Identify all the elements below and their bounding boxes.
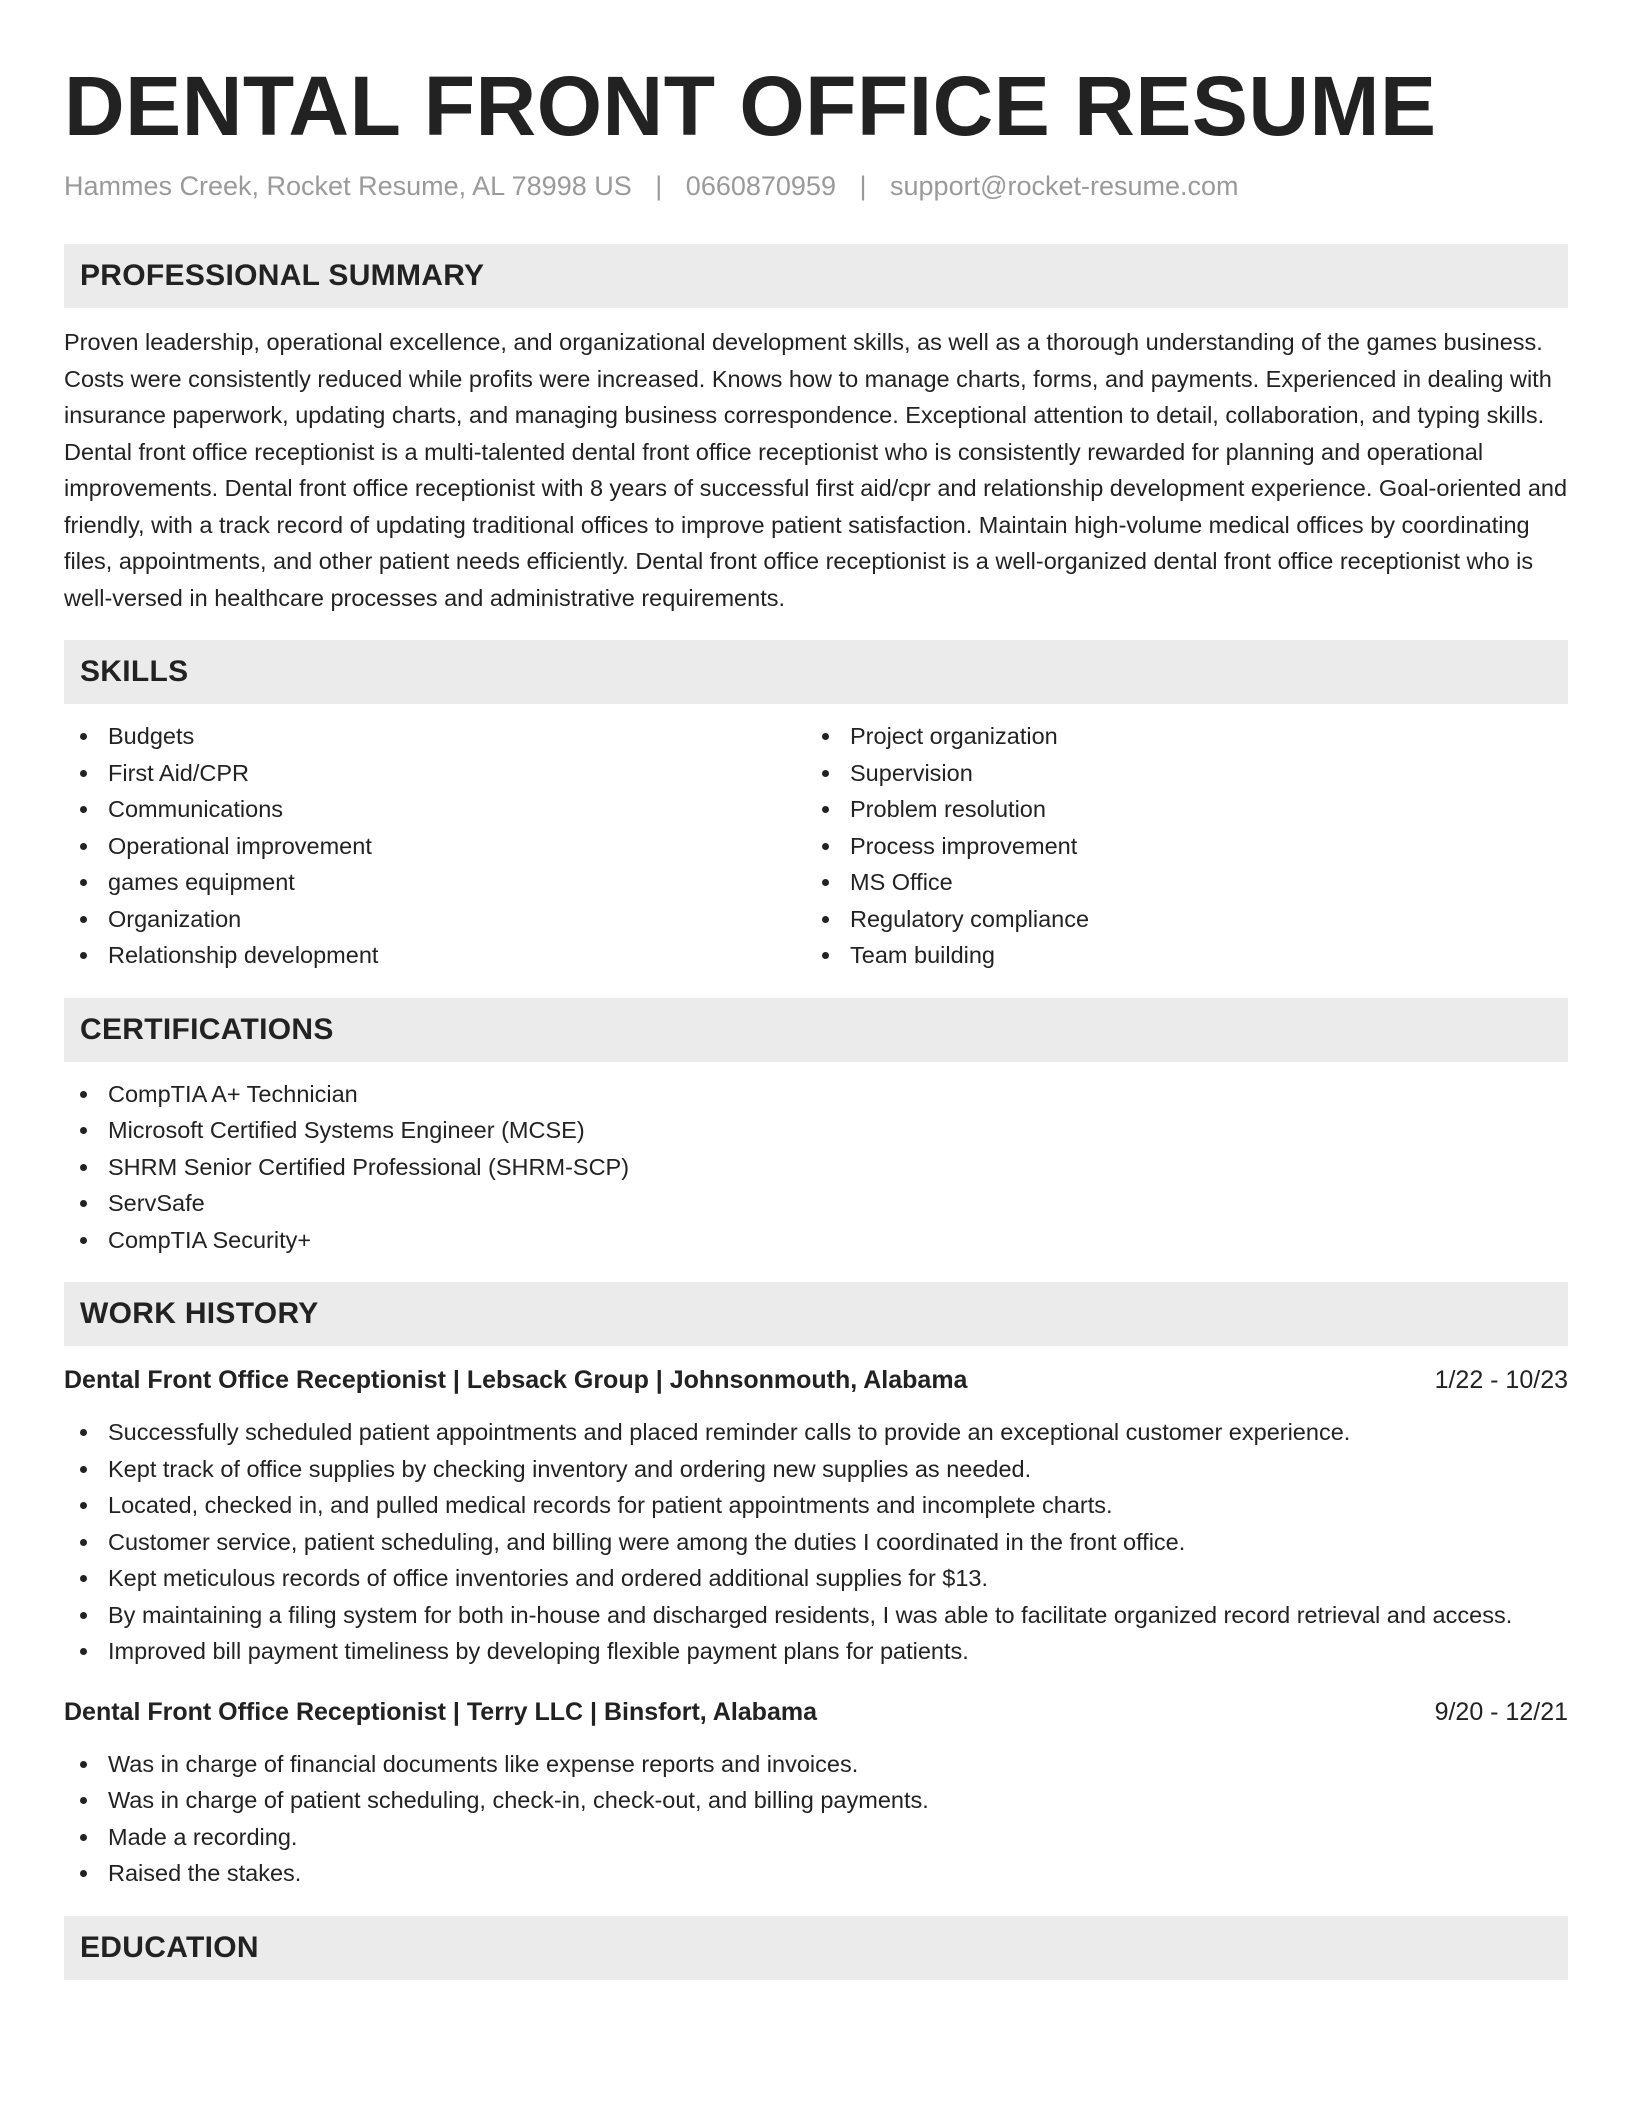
skills-list-right: [806, 718, 1548, 974]
list-item: Raised the stakes.: [64, 1855, 1568, 1892]
list-item: CompTIA Security+: [64, 1222, 1568, 1259]
section-header-skills: [64, 640, 1568, 704]
list-item: games equipment: [64, 864, 806, 901]
job-entry: [64, 1362, 1568, 1670]
list-item: Communications: [64, 791, 806, 828]
list-item: Process improvement: [806, 828, 1548, 865]
section-title: PROFESSIONAL SUMMARY: [80, 259, 485, 292]
job-header: [64, 1694, 1568, 1730]
list-item: Located, checked in, and pulled medical records for patient appointments and incomplete charts.: [64, 1487, 1568, 1524]
list-item: Was in charge of financial documents like expense reports and invoices.: [64, 1746, 1568, 1783]
section-header-work-history: [64, 1282, 1568, 1346]
list-item: Operational improvement: [64, 828, 806, 865]
job-header: [64, 1362, 1568, 1398]
job-entry: [64, 1694, 1568, 1892]
section-header-education: [64, 1916, 1568, 1980]
list-item: Kept track of office supplies by checking inventory and ordering new supplies as needed.: [64, 1451, 1568, 1488]
list-item: Problem resolution: [806, 791, 1548, 828]
section-title: EDUCATION: [80, 1930, 259, 1964]
list-item: CompTIA A+ Technician: [64, 1076, 1568, 1113]
section-title: SKILLS: [80, 655, 189, 688]
list-item: Organization: [64, 901, 806, 938]
list-item: Relationship development: [64, 937, 806, 974]
list-item: SHRM Senior Certified Professional (SHRM-SCP): [64, 1149, 1568, 1186]
list-item: ServSafe: [64, 1185, 1568, 1222]
address: Hammes Creek, Rocket Resume, AL 78998 US: [64, 171, 632, 201]
list-item: Project organization: [806, 718, 1548, 755]
section-header-certifications: [64, 998, 1568, 1062]
separator: |: [859, 171, 867, 201]
list-item: Customer service, patient scheduling, and billing were among the duties I coordinated in the front office.: [64, 1524, 1568, 1561]
separator: |: [655, 171, 663, 201]
skills-columns: [64, 718, 1568, 974]
list-item: Was in charge of patient scheduling, check-in, check-out, and billing payments.: [64, 1782, 1568, 1819]
job-dates: 1/22 - 10/23: [1434, 1366, 1568, 1394]
list-item: Supervision: [806, 755, 1548, 792]
section-title: CERTIFICATIONS: [80, 1012, 334, 1046]
list-item: Made a recording.: [64, 1819, 1568, 1856]
job-bullets: [64, 1414, 1568, 1670]
list-item: MS Office: [806, 864, 1548, 901]
section-header-summary: [64, 244, 1568, 308]
list-item: Regulatory compliance: [806, 901, 1548, 938]
job-bullets: [64, 1746, 1568, 1892]
list-item: Microsoft Certified Systems Engineer (MCSE): [64, 1112, 1568, 1149]
job-title: Dental Front Office Receptionist | Lebsack Group | Johnsonmouth, Alabama: [64, 1366, 968, 1394]
email: support@rocket-resume.com: [890, 171, 1239, 201]
resume-title: DENTAL FRONT OFFICE RESUME: [64, 59, 1437, 153]
list-item: Successfully scheduled patient appointments and placed reminder calls to provide an exceptional customer experience.: [64, 1414, 1568, 1451]
list-item: Improved bill payment timeliness by developing flexible payment plans for patients.: [64, 1633, 1568, 1670]
contact-line: [64, 168, 1568, 204]
list-item: By maintaining a filing system for both in-house and discharged residents, I was able to facilitate organized record retrieval and access.: [64, 1597, 1568, 1634]
phone: 0660870959: [685, 171, 836, 201]
section-title: WORK HISTORY: [80, 1297, 319, 1330]
summary-text: Proven leadership, operational excellence, and organizational development skills, as well as a thorough understanding of the games business. Costs were consistently reduced while profits were increased. Knows how to manage charts, forms, and payments. Experienced in dealing with insurance paperwork, updating charts, and managing business correspondence. Exceptional attention to detail, collaboration, and typing skills. Dental front office receptionist is a multi-talented dental front office receptionist who is consistently rewarded for planning and operational improvements. Dental front office receptionist with 8 years of successful first aid/cpr and relationship development experience. Goal-oriented and friendly, with a track record of updating traditional offices to improve patient satisfaction. Maintain high-volume medical offices by coordinating files, appointments, and other patient needs efficiently. Dental front office receptionist is a well-organized dental front office receptionist who is well-versed in healthcare processes and administrative requirements.: [64, 329, 1568, 611]
list-item: Kept meticulous records of office inventories and ordered additional supplies for $13.: [64, 1560, 1568, 1597]
skills-list-left: [64, 718, 806, 974]
resume-page: [64, 56, 1568, 1980]
list-item: Budgets: [64, 718, 806, 755]
job-dates: 9/20 - 12/21: [1434, 1697, 1568, 1726]
list-item: Team building: [806, 937, 1548, 974]
job-title: Dental Front Office Receptionist | Terry LLC | Binsfort, Alabama: [64, 1697, 817, 1726]
certifications-list: [64, 1076, 1568, 1259]
list-item: First Aid/CPR: [64, 755, 806, 792]
